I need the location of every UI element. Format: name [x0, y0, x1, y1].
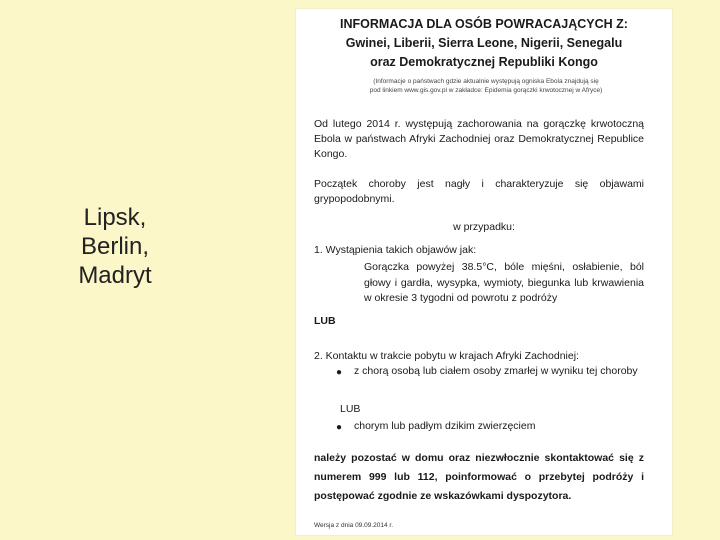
- item1-title: 1. Wystąpienia takich objawów jak:: [314, 244, 477, 256]
- note-line: (Informacje o państwach gdzie aktualnie występują ogniska Ebola znajdują się: [373, 78, 599, 85]
- intro-paragraph: Od lutego 2014 r. występują zachorowania na gorączkę krwotoczną Ebola w państwach Afryki Zachodniej oraz Demokratycznej Republice Kongo.: [314, 118, 644, 160]
- caption-line: Berlin,: [80, 233, 150, 260]
- slide-caption: [40, 203, 190, 290]
- caption-line: Lipsk,: [83, 204, 147, 231]
- item2-title: 2. Kontaktu w trakcie pobytu w krajach Afryki Zachodniej:: [314, 350, 579, 362]
- onset-paragraph: Początek choroby jest nagły i charakteryzuje się objawami grypopodobnymi.: [314, 178, 644, 205]
- title-line: oraz Demokratycznej Republiki Kongo: [370, 55, 598, 69]
- caption-line: Madryt: [78, 262, 152, 289]
- bullet2-text: chorym lub padłym dzikim zwierzęciem: [354, 420, 536, 432]
- or-label: LUB: [340, 403, 361, 415]
- action-paragraph: należy pozostać w domu oraz niezwłocznie skontaktować się z numerem 999 lub 112, poinformować o przebytej podróży i postępować zgodnie ze wskazówkami dyspozytora.: [314, 452, 644, 502]
- leaflet-note: [336, 77, 636, 95]
- title-line: Gwinei, Liberii, Sierra Leone, Nigerii, Senegalu: [345, 36, 623, 50]
- in-case-label: w przypadku:: [453, 221, 515, 233]
- leaflet-title: [296, 15, 672, 72]
- bullet-icon: ●: [336, 367, 343, 378]
- version-footer: Wersja z dnia 09.09.2014 r.: [314, 522, 394, 529]
- title-line: INFORMACJA DLA OSÓB POWRACAJĄCYCH Z:: [340, 17, 628, 31]
- item1-detail: Gorączka powyżej 38.5°C, bóle mięśni, osłabienie, ból głowy i gardła, wysypka, wymioty, biegunka lub krwawienia w okresie 3 tygodni od powrotu z podróży: [364, 261, 644, 304]
- bullet1-text: z chorą osobą lub ciałem osoby zmarłej w wyniku tej choroby: [354, 365, 638, 377]
- leaflet-document: [296, 9, 672, 535]
- bullet-icon: ●: [336, 422, 343, 433]
- or-label: LUB: [314, 315, 336, 327]
- note-line: pod linkiem www.gis.gov.pl w zakładce: Epidemia gorączki krwotocznej w Afryce): [369, 87, 603, 94]
